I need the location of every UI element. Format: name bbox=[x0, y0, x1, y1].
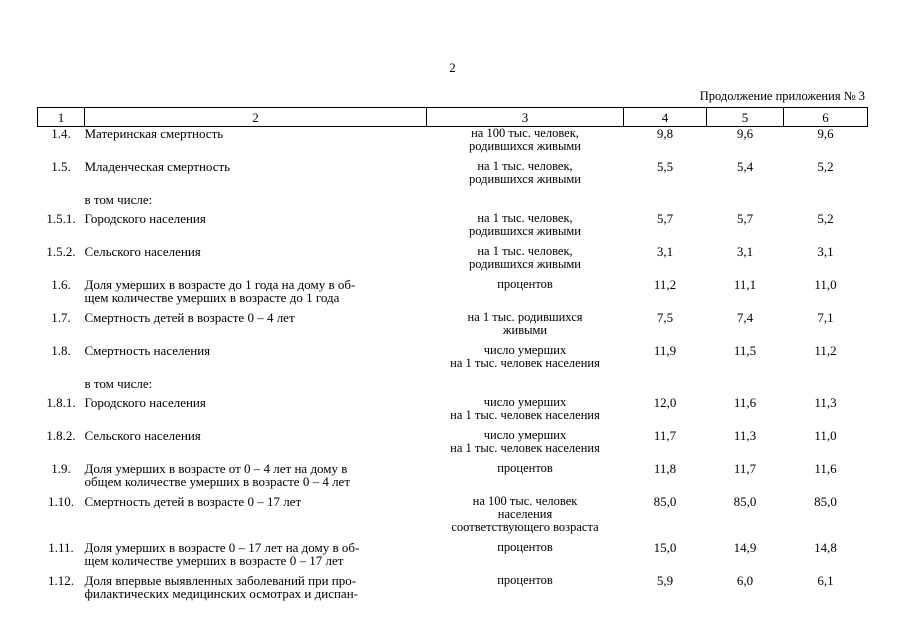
table-row bbox=[38, 193, 868, 212]
column-header-2: 2 bbox=[85, 108, 427, 127]
row-number bbox=[38, 377, 85, 396]
value-col-5-text: 5,7 bbox=[736, 210, 754, 226]
value-col-5 bbox=[707, 193, 784, 212]
row-number bbox=[38, 212, 85, 245]
value-col-6 bbox=[784, 193, 868, 212]
value-col-4-text: 5,9 bbox=[656, 572, 674, 588]
value-col-6-text: 11,3 bbox=[814, 394, 837, 410]
unit-of-measure bbox=[427, 429, 624, 462]
value-col-5-text: 11,7 bbox=[733, 460, 757, 476]
row-number bbox=[38, 160, 85, 193]
column-header-6: 6 bbox=[784, 108, 868, 127]
value-col-4 bbox=[624, 396, 707, 429]
continuation-note: Продолжение приложения № 3 bbox=[699, 89, 865, 103]
value-col-6-text: 7,1 bbox=[817, 309, 834, 325]
value-col-6-text: 6,1 bbox=[817, 572, 834, 588]
table-row bbox=[38, 311, 868, 344]
table-row bbox=[38, 212, 868, 245]
indicator-name bbox=[85, 574, 427, 607]
value-col-4 bbox=[624, 160, 707, 193]
value-col-6-text: 11,6 bbox=[814, 460, 837, 476]
row-number-text: 1.11. bbox=[48, 539, 74, 555]
indicator-name-text: Сельского населения bbox=[84, 243, 201, 259]
table-row bbox=[38, 462, 868, 495]
indicator-name bbox=[85, 396, 427, 429]
value-col-5 bbox=[707, 574, 784, 607]
value-col-4-text: 11,9 bbox=[653, 342, 677, 358]
indicator-name bbox=[85, 311, 427, 344]
table-row bbox=[38, 278, 868, 311]
value-col-6-text: 85,0 bbox=[814, 493, 837, 509]
row-number bbox=[38, 462, 85, 495]
table-row bbox=[38, 495, 868, 541]
value-col-4 bbox=[624, 462, 707, 495]
indicator-name-text: Сельского населения bbox=[84, 427, 201, 443]
column-header-4: 4 bbox=[624, 108, 707, 127]
value-col-5-text: 14,9 bbox=[733, 539, 757, 555]
unit-of-measure bbox=[427, 212, 624, 245]
value-col-4 bbox=[624, 429, 707, 462]
value-col-4-text: 11,8 bbox=[653, 460, 677, 476]
indicator-name-text: Городского населения bbox=[84, 210, 206, 226]
row-number bbox=[38, 396, 85, 429]
row-number-text: 1.8.2. bbox=[46, 427, 76, 443]
row-number bbox=[38, 193, 85, 212]
unit-of-measure bbox=[427, 278, 624, 311]
value-col-4 bbox=[624, 193, 707, 212]
value-col-5 bbox=[707, 344, 784, 377]
unit-of-measure-text: число умерших на 1 тыс. человек населения bbox=[450, 342, 600, 370]
unit-of-measure bbox=[427, 344, 624, 377]
unit-of-measure bbox=[427, 160, 624, 193]
column-header-3: 3 bbox=[427, 108, 624, 127]
value-col-6-text: 5,2 bbox=[817, 210, 834, 226]
value-col-6 bbox=[784, 495, 868, 541]
row-number bbox=[38, 429, 85, 462]
indicator-name bbox=[85, 245, 427, 278]
value-col-6 bbox=[784, 574, 868, 607]
table-row bbox=[38, 541, 868, 574]
value-col-6-text: 9,6 bbox=[817, 126, 834, 141]
indicator-name bbox=[85, 541, 427, 574]
value-col-6-text: 3,1 bbox=[817, 243, 834, 259]
value-col-6 bbox=[784, 311, 868, 344]
value-col-4-text: 5,7 bbox=[656, 210, 674, 226]
value-col-6 bbox=[784, 278, 868, 311]
unit-of-measure-text: на 100 тыс. человек населения соответствующего возраста bbox=[451, 493, 599, 534]
unit-of-measure-text: на 1 тыс. человек, родившихся живыми bbox=[469, 158, 581, 186]
table-row bbox=[38, 127, 868, 160]
indicator-name bbox=[85, 429, 427, 462]
unit-of-measure bbox=[427, 396, 624, 429]
table-row bbox=[38, 344, 868, 377]
indicator-name-text: Смертность населения bbox=[84, 342, 211, 358]
unit-of-measure-text: на 1 тыс. родившихся живыми bbox=[467, 309, 583, 337]
row-number-text: 1.4. bbox=[51, 126, 71, 141]
value-col-5 bbox=[707, 278, 784, 311]
unit-of-measure bbox=[427, 495, 624, 541]
value-col-5-text: 11,3 bbox=[733, 427, 757, 443]
indicator-name-text: Доля умерших в возрасте 0 – 17 лет на дому в об- щем количестве умерших в возрасте 0 – 17 лет bbox=[84, 539, 360, 568]
value-col-6-text: 11,2 bbox=[814, 342, 837, 358]
value-col-6-text: 14,8 bbox=[814, 539, 837, 555]
value-col-6 bbox=[784, 245, 868, 278]
value-col-5-text: 5,4 bbox=[736, 158, 754, 174]
row-number bbox=[38, 541, 85, 574]
value-col-5-text: 6,0 bbox=[736, 572, 754, 588]
row-number-text: 1.12. bbox=[48, 572, 74, 588]
value-col-5 bbox=[707, 495, 784, 541]
value-col-4 bbox=[624, 344, 707, 377]
value-col-4-text: 11,2 bbox=[653, 276, 677, 292]
value-col-4 bbox=[624, 212, 707, 245]
value-col-4-text: 12,0 bbox=[653, 394, 677, 410]
unit-of-measure-text: число умерших на 1 тыс. человек населения bbox=[450, 427, 600, 455]
row-number bbox=[38, 344, 85, 377]
unit-of-measure-text: число умерших на 1 тыс. человек населения bbox=[450, 394, 600, 422]
value-col-4-text: 11,7 bbox=[653, 427, 677, 443]
unit-of-measure-text: процентов bbox=[497, 460, 553, 475]
value-col-4 bbox=[624, 311, 707, 344]
indicator-name bbox=[85, 160, 427, 193]
value-col-5 bbox=[707, 127, 784, 160]
value-col-6 bbox=[784, 396, 868, 429]
value-col-4-text: 5,5 bbox=[656, 158, 674, 174]
unit-of-measure bbox=[427, 541, 624, 574]
value-col-6 bbox=[784, 212, 868, 245]
value-col-6-text: 5,2 bbox=[817, 158, 834, 174]
row-number bbox=[38, 311, 85, 344]
unit-of-measure bbox=[427, 193, 624, 212]
value-col-4-text: 15,0 bbox=[653, 539, 677, 555]
indicator-name-text: Городского населения bbox=[84, 394, 206, 410]
value-col-4-text: 85,0 bbox=[653, 493, 677, 509]
unit-of-measure bbox=[427, 245, 624, 278]
indicator-name-text: Смертность детей в возрасте 0 – 4 лет bbox=[84, 309, 295, 325]
value-col-6-text: 11,0 bbox=[814, 427, 837, 443]
value-col-5-text: 7,4 bbox=[736, 309, 754, 325]
value-col-5 bbox=[707, 462, 784, 495]
unit-of-measure bbox=[427, 574, 624, 607]
value-col-4-text: 3,1 bbox=[656, 243, 674, 259]
indicator-name-text: Доля умерших в возрасте до 1 года на дому в об- щем количестве умерших в возрасте до 1 года bbox=[84, 276, 356, 305]
page-number: 2 bbox=[449, 60, 456, 75]
row-number-text: 1.5.1. bbox=[46, 210, 76, 226]
indicator-name bbox=[85, 127, 427, 160]
unit-of-measure bbox=[427, 377, 624, 396]
value-col-5 bbox=[707, 541, 784, 574]
unit-of-measure bbox=[427, 311, 624, 344]
value-col-6 bbox=[784, 429, 868, 462]
value-col-4 bbox=[624, 574, 707, 607]
value-col-6-text: 11,0 bbox=[814, 276, 837, 292]
indicator-name-text: Младенческая смертность bbox=[84, 158, 231, 174]
value-col-6 bbox=[784, 377, 868, 396]
value-col-6 bbox=[784, 462, 868, 495]
indicator-name-text: Доля умерших в возрасте от 0 – 4 лет на дому в общем количестве умерших в возрасте 0 – 4 лет bbox=[84, 460, 351, 489]
value-col-4-text: 9,8 bbox=[656, 126, 674, 141]
value-col-5 bbox=[707, 311, 784, 344]
indicator-name-text: в том числе: bbox=[84, 191, 153, 207]
value-col-6 bbox=[784, 541, 868, 574]
table-row bbox=[38, 574, 868, 607]
column-header-1: 1 bbox=[38, 108, 85, 127]
value-col-6 bbox=[784, 127, 868, 160]
table-row bbox=[38, 396, 868, 429]
value-col-5 bbox=[707, 245, 784, 278]
unit-of-measure bbox=[427, 462, 624, 495]
row-number bbox=[38, 245, 85, 278]
indicator-name-text: в том числе: bbox=[84, 375, 153, 391]
value-col-4 bbox=[624, 127, 707, 160]
row-number-text: 1.10. bbox=[48, 493, 74, 509]
indicator-name bbox=[85, 344, 427, 377]
unit-of-measure-text: на 100 тыс. человек, родившихся живыми bbox=[469, 126, 581, 153]
row-number-text: 1.6. bbox=[51, 276, 71, 292]
row-number-text: 1.8.1. bbox=[46, 394, 76, 410]
value-col-4 bbox=[624, 245, 707, 278]
table-row bbox=[38, 429, 868, 462]
value-col-5-text: 85,0 bbox=[733, 493, 757, 509]
value-col-5-text: 9,6 bbox=[736, 126, 754, 141]
value-col-5-text: 11,5 bbox=[733, 342, 757, 358]
value-col-5 bbox=[707, 160, 784, 193]
indicators-table bbox=[37, 107, 868, 607]
table-body bbox=[38, 127, 868, 607]
unit-of-measure bbox=[427, 127, 624, 160]
table-row bbox=[38, 377, 868, 396]
value-col-5 bbox=[707, 429, 784, 462]
value-col-6 bbox=[784, 160, 868, 193]
indicator-name bbox=[85, 462, 427, 495]
value-col-6 bbox=[784, 344, 868, 377]
value-col-4 bbox=[624, 541, 707, 574]
indicator-name-text: Смертность детей в возрасте 0 – 17 лет bbox=[84, 493, 302, 509]
unit-of-measure-text: процентов bbox=[497, 572, 553, 587]
indicator-name bbox=[85, 212, 427, 245]
row-number-text: 1.5.2. bbox=[46, 243, 76, 259]
table-header-row bbox=[38, 108, 868, 127]
row-number bbox=[38, 574, 85, 607]
value-col-4-text: 7,5 bbox=[656, 309, 674, 325]
indicator-name-text: Материнская смертность bbox=[84, 126, 224, 141]
row-number-text: 1.5. bbox=[51, 158, 71, 174]
indicator-name bbox=[85, 377, 427, 396]
indicator-name-text: Доля впервые выявленных заболеваний при про- филактических медицинских осмотрах и диспан- bbox=[84, 572, 358, 601]
row-number bbox=[38, 127, 85, 160]
table-row bbox=[38, 245, 868, 278]
unit-of-measure-text: на 1 тыс. человек, родившихся живыми bbox=[469, 243, 581, 271]
indicator-name bbox=[85, 193, 427, 212]
value-col-5-text: 11,1 bbox=[733, 276, 757, 292]
value-col-5-text: 3,1 bbox=[736, 243, 754, 259]
table-row bbox=[38, 160, 868, 193]
column-header-5: 5 bbox=[707, 108, 784, 127]
indicator-name bbox=[85, 278, 427, 311]
value-col-4 bbox=[624, 278, 707, 311]
row-number-text: 1.9. bbox=[51, 460, 71, 476]
value-col-5-text: 11,6 bbox=[733, 394, 757, 410]
value-col-4 bbox=[624, 495, 707, 541]
value-col-5 bbox=[707, 377, 784, 396]
unit-of-measure-text: процентов bbox=[497, 539, 553, 554]
value-col-4 bbox=[624, 377, 707, 396]
unit-of-measure-text: процентов bbox=[497, 276, 553, 291]
row-number-text: 1.7. bbox=[51, 309, 71, 325]
unit-of-measure-text: на 1 тыс. человек, родившихся живыми bbox=[469, 210, 581, 238]
row-number bbox=[38, 278, 85, 311]
row-number-text: 1.8. bbox=[51, 342, 71, 358]
value-col-5 bbox=[707, 212, 784, 245]
indicator-name bbox=[85, 495, 427, 541]
row-number bbox=[38, 495, 85, 541]
value-col-5 bbox=[707, 396, 784, 429]
